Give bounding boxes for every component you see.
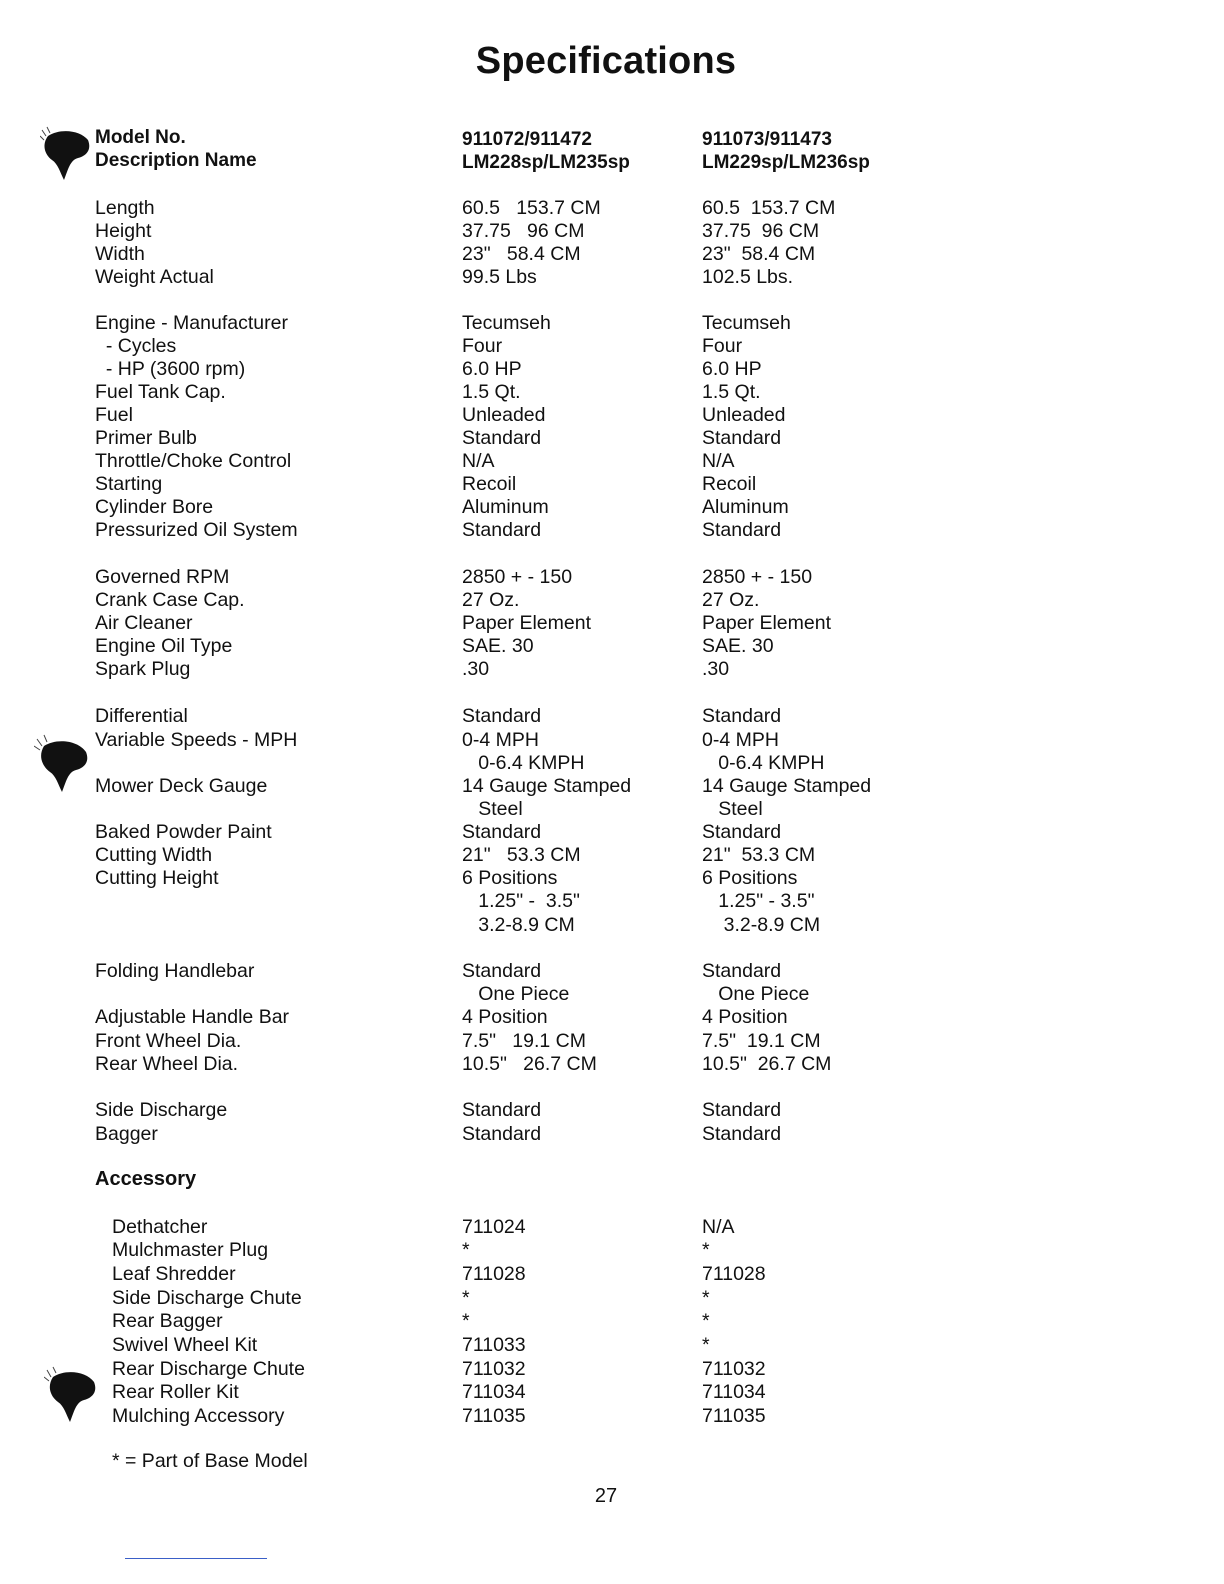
- accessory-label: Rear Bagger: [112, 1310, 223, 1332]
- spec-value-col2: Tecumseh: [702, 312, 791, 334]
- accessory-value-col2: 711034: [702, 1381, 766, 1403]
- spec-label: - HP (3600 rpm): [95, 358, 246, 380]
- accessory-value-col1: *: [462, 1287, 470, 1309]
- spec-row: [0, 611, 1224, 635]
- accessory-value-col1: 711035: [462, 1405, 526, 1427]
- spec-value-col1: 60.5 153.7 CM: [462, 197, 601, 219]
- spec-row: [0, 889, 1224, 913]
- spec-value-col1: Standard: [462, 427, 542, 449]
- spec-value-col1: Standard: [462, 960, 542, 982]
- spec-value-col2: .30: [702, 658, 730, 680]
- spec-value-col2: 1.25" - 3.5": [702, 890, 815, 912]
- accessory-row: [0, 1286, 1224, 1310]
- spec-value-col2: Recoil: [702, 473, 757, 495]
- spec-value-col2: 14 Gauge Stamped: [702, 775, 872, 797]
- spec-value-col1: 6.0 HP: [462, 358, 522, 380]
- spec-value-col2: N/A: [702, 450, 735, 472]
- spec-row: [0, 634, 1224, 658]
- spec-value-col2: Steel: [702, 798, 763, 820]
- accessory-row: [0, 1238, 1224, 1262]
- page-number: 27: [594, 1485, 618, 1507]
- spec-row: [0, 265, 1224, 289]
- header-label-model: Model No.: [95, 127, 186, 148]
- spec-label: Fuel Tank Cap.: [95, 381, 226, 403]
- header-label-description: Description Name: [95, 150, 257, 171]
- accessory-value-col1: *: [462, 1310, 470, 1332]
- spec-value-col1: 3.2-8.9 CM: [462, 914, 575, 936]
- spec-value-col1: Paper Element: [462, 612, 591, 634]
- spec-label: Weight Actual: [95, 266, 214, 288]
- spec-value-col2: 7.5" 19.1 CM: [702, 1030, 821, 1052]
- accessory-row: [0, 1262, 1224, 1286]
- spec-value-col1: Aluminum: [462, 496, 549, 518]
- accessory-value-col1: 711032: [462, 1358, 526, 1380]
- spec-value-col1: 27 Oz.: [462, 589, 520, 611]
- spec-value-col1: 23" 58.4 CM: [462, 243, 581, 265]
- spec-value-col2: 1.5 Qt.: [702, 381, 761, 403]
- accessory-value-col2: *: [702, 1310, 710, 1332]
- spec-label: Spark Plug: [95, 658, 191, 680]
- spec-value-col2: 10.5" 26.7 CM: [702, 1053, 832, 1075]
- spec-value-col1: 99.5 Lbs: [462, 266, 537, 288]
- spec-value-col2: 60.5 153.7 CM: [702, 197, 836, 219]
- spec-value-col1: Unleaded: [462, 404, 546, 426]
- spec-value-col1: Standard: [462, 1099, 542, 1121]
- accessory-value-col2: *: [702, 1239, 710, 1261]
- accessory-label: Swivel Wheel Kit: [112, 1334, 258, 1356]
- spec-value-col2: One Piece: [702, 983, 810, 1005]
- spec-row: [0, 1098, 1224, 1122]
- spec-row: [0, 751, 1224, 775]
- spec-value-col1: Tecumseh: [462, 312, 551, 334]
- accessory-label: Mulching Accessory: [112, 1405, 285, 1427]
- spec-value-col2: 3.2-8.9 CM: [702, 914, 821, 936]
- accessory-row: [0, 1333, 1224, 1357]
- spec-value-col1: 2850 + - 150: [462, 566, 573, 588]
- spec-row: [0, 982, 1224, 1006]
- spec-row: [0, 728, 1224, 752]
- accessory-row: [0, 1380, 1224, 1404]
- spec-row: [0, 588, 1224, 612]
- spec-label: Mower Deck Gauge: [95, 775, 268, 797]
- spec-value-col1: Recoil: [462, 473, 517, 495]
- accessory-value-col2: *: [702, 1334, 710, 1356]
- spec-row: [0, 913, 1224, 937]
- spec-label: Rear Wheel Dia.: [95, 1053, 239, 1075]
- spec-row: [0, 311, 1224, 335]
- spec-label: Throttle/Choke Control: [95, 450, 292, 472]
- accessory-heading: Accessory: [95, 1168, 197, 1190]
- bullet-marker-icon: [40, 126, 92, 184]
- spec-label: Crank Case Cap.: [95, 589, 245, 611]
- accessory-value-col1: 711028: [462, 1263, 526, 1285]
- spec-label: Bagger: [95, 1123, 158, 1145]
- spec-label: Length: [95, 197, 155, 219]
- spec-value-col2: Standard: [702, 519, 782, 541]
- spec-value-col2: Standard: [702, 1099, 782, 1121]
- header-col2-description: LM229sp/LM236sp: [702, 152, 870, 173]
- spec-row: [0, 472, 1224, 496]
- spec-label: Height: [95, 220, 152, 242]
- spec-label: Primer Bulb: [95, 427, 197, 449]
- accessory-row: [0, 1404, 1224, 1428]
- spec-row: [0, 518, 1224, 542]
- page-title: Specifications: [475, 40, 737, 82]
- spec-row: [0, 959, 1224, 983]
- accessory-value-col2: *: [702, 1287, 710, 1309]
- spec-label: Air Cleaner: [95, 612, 193, 634]
- accessory-label: Dethatcher: [112, 1216, 208, 1238]
- spec-value-col1: 21" 53.3 CM: [462, 844, 581, 866]
- spec-value-col1: Standard: [462, 519, 542, 541]
- spec-value-col1: Standard: [462, 1123, 542, 1145]
- spec-value-col1: 0-6.4 KMPH: [462, 752, 585, 774]
- spec-row: [0, 242, 1224, 266]
- header-col1-description: LM228sp/LM235sp: [462, 152, 630, 173]
- spec-row: [0, 196, 1224, 220]
- spec-row: [0, 1029, 1224, 1053]
- spec-row: [0, 774, 1224, 798]
- spec-value-col1: 4 Position: [462, 1006, 548, 1028]
- spec-row: [0, 820, 1224, 844]
- spec-value-col1: 6 Positions: [462, 867, 558, 889]
- spec-row: [0, 426, 1224, 450]
- spec-label: Front Wheel Dia.: [95, 1030, 242, 1052]
- spec-value-col2: 0-4 MPH: [702, 729, 779, 751]
- spec-value-col2: Four: [702, 335, 743, 357]
- spec-value-col1: SAE. 30: [462, 635, 534, 657]
- spec-label: Adjustable Handle Bar: [95, 1006, 290, 1028]
- spec-row: [0, 1005, 1224, 1029]
- spec-label: Engine Oil Type: [95, 635, 233, 657]
- spec-label: Fuel: [95, 404, 133, 426]
- spec-value-col2: 37.75 96 CM: [702, 220, 820, 242]
- spec-value-col1: Steel: [462, 798, 523, 820]
- accessory-label: Rear Discharge Chute: [112, 1358, 305, 1380]
- spec-row: [0, 704, 1224, 728]
- footnote: * = Part of Base Model: [112, 1450, 308, 1472]
- spec-label: Side Discharge: [95, 1099, 228, 1121]
- spec-value-col1: One Piece: [462, 983, 570, 1005]
- spec-label: Starting: [95, 473, 163, 495]
- spec-row: [0, 357, 1224, 381]
- spec-value-col2: 6 Positions: [702, 867, 798, 889]
- accessory-value-col1: *: [462, 1239, 470, 1261]
- spec-label: Engine - Manufacturer: [95, 312, 288, 334]
- spec-label: Cutting Width: [95, 844, 213, 866]
- spec-row: [0, 495, 1224, 519]
- spec-value-col2: Unleaded: [702, 404, 786, 426]
- spec-value-col1: .30: [462, 658, 490, 680]
- accessory-value-col2: 711035: [702, 1405, 766, 1427]
- accessory-value-col2: 711032: [702, 1358, 766, 1380]
- spec-row: [0, 1052, 1224, 1076]
- spec-value-col1: Standard: [462, 821, 542, 843]
- spec-row: [0, 380, 1224, 404]
- accessory-value-col2: N/A: [702, 1216, 735, 1238]
- spec-value-col2: SAE. 30: [702, 635, 774, 657]
- spec-row: [0, 797, 1224, 821]
- spec-value-col2: 2850 + - 150: [702, 566, 813, 588]
- accessory-label: Rear Roller Kit: [112, 1381, 239, 1403]
- spec-row: [0, 1122, 1224, 1146]
- spec-row: [0, 657, 1224, 681]
- spec-label: Folding Handlebar: [95, 960, 255, 982]
- spec-value-col2: Standard: [702, 705, 782, 727]
- accessory-label: Leaf Shredder: [112, 1263, 236, 1285]
- accessory-value-col1: 711024: [462, 1216, 526, 1238]
- spec-label: Cutting Height: [95, 867, 219, 889]
- spec-value-col2: 23" 58.4 CM: [702, 243, 816, 265]
- spec-row: [0, 403, 1224, 427]
- accessory-row: [0, 1215, 1224, 1239]
- accessory-value-col1: 711034: [462, 1381, 526, 1403]
- spec-value-col2: Standard: [702, 960, 782, 982]
- accessory-label: Side Discharge Chute: [112, 1287, 302, 1309]
- spec-value-col1: Four: [462, 335, 503, 357]
- spec-value-col2: 102.5 Lbs.: [702, 266, 794, 288]
- spec-label: Pressurized Oil System: [95, 519, 298, 541]
- spec-label: Governed RPM: [95, 566, 230, 588]
- spec-row: [0, 866, 1224, 890]
- spec-label: Width: [95, 243, 145, 265]
- header-col1-model: 911072/911472: [462, 129, 592, 150]
- spec-value-col1: 14 Gauge Stamped: [462, 775, 632, 797]
- spec-label: Cylinder Bore: [95, 496, 214, 518]
- accessory-value-col1: 711033: [462, 1334, 526, 1356]
- spec-value-col2: Standard: [702, 821, 782, 843]
- spec-value-col2: Standard: [702, 427, 782, 449]
- spec-label: Variable Speeds - MPH: [95, 729, 298, 751]
- spec-row: [0, 334, 1224, 358]
- divider: [125, 1558, 267, 1559]
- accessory-row: [0, 1357, 1224, 1381]
- spec-value-col2: 0-6.4 KMPH: [702, 752, 825, 774]
- spec-value-col1: 0-4 MPH: [462, 729, 539, 751]
- spec-value-col2: 27 Oz.: [702, 589, 760, 611]
- spec-value-col1: 10.5" 26.7 CM: [462, 1053, 597, 1075]
- spec-value-col2: Paper Element: [702, 612, 831, 634]
- spec-row: [0, 449, 1224, 473]
- accessory-label: Mulchmaster Plug: [112, 1239, 269, 1261]
- spec-row: [0, 565, 1224, 589]
- spec-value-col2: 21" 53.3 CM: [702, 844, 816, 866]
- spec-value-col1: 1.5 Qt.: [462, 381, 521, 403]
- spec-row: [0, 843, 1224, 867]
- spec-value-col1: 7.5" 19.1 CM: [462, 1030, 586, 1052]
- accessory-value-col2: 711028: [702, 1263, 766, 1285]
- spec-value-col2: 6.0 HP: [702, 358, 762, 380]
- accessory-row: [0, 1309, 1224, 1333]
- spec-value-col2: Standard: [702, 1123, 782, 1145]
- spec-label: Baked Powder Paint: [95, 821, 272, 843]
- spec-value-col2: 4 Position: [702, 1006, 788, 1028]
- spec-value-col1: 1.25" - 3.5": [462, 890, 580, 912]
- header-col2-model: 911073/911473: [702, 129, 832, 150]
- spec-value-col1: 37.75 96 CM: [462, 220, 585, 242]
- spec-label: Differential: [95, 705, 188, 727]
- spec-value-col1: N/A: [462, 450, 495, 472]
- spec-row: [0, 219, 1224, 243]
- spec-label: - Cycles: [95, 335, 177, 357]
- spec-value-col2: Aluminum: [702, 496, 789, 518]
- spec-value-col1: Standard: [462, 705, 542, 727]
